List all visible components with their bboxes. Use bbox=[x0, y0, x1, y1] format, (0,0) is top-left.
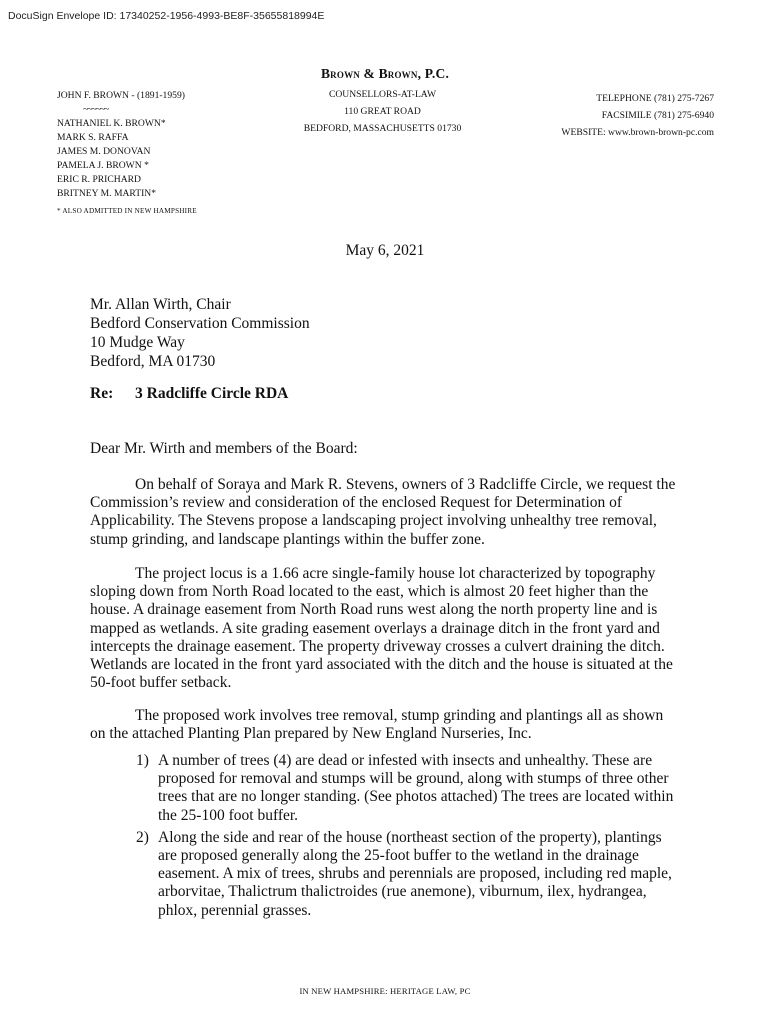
website: WEBSITE: www.brown-brown-pc.com bbox=[561, 127, 714, 138]
admission-note: * ALSO ADMITTED IN NEW HAMPSHIRE bbox=[57, 207, 197, 215]
body-paragraph: On behalf of Soraya and Mark R. Stevens, owners of 3 Radcliffe Circle, we request the Commission’s review and consideration of the enclosed Request for Determination of Applicability. The Stevens propose a landscaping project involving unhealthy tree removal, stump grinding, and landscape plantings within the buffer zone. bbox=[90, 476, 676, 548]
attorney-name: MARK S. RAFFA bbox=[57, 132, 129, 143]
salutation: Dear Mr. Wirth and members of the Board: bbox=[90, 440, 358, 457]
recipient-line: Mr. Allan Wirth, Chair bbox=[90, 296, 231, 313]
letter-date: May 6, 2021 bbox=[345, 242, 425, 259]
address-line: BEDFORD, MASSACHUSETTS 01730 bbox=[303, 123, 462, 134]
body-paragraph: The project locus is a 1.66 acre single-family house lot characterized by topography sloping down from North Road located to the east, which is almost 20 feet higher than the house. A drainage easement from North Road runs west along the north property line and is mapped as wetlands. A site grading easement overlays a drainage ditch in the front yard and intercepts the drainage easement. The property driveway crosses a culvert draining the ditch. Wetlands are located in the front yard associated with the ditch and the house is situated at the 50-foot buffer setback. bbox=[90, 565, 673, 692]
subject-line bbox=[90, 385, 288, 403]
list-item bbox=[136, 829, 676, 920]
firm-name: Brown & Brown, P.C. bbox=[320, 66, 450, 81]
attorney-name: ERIC R. PRICHARD bbox=[57, 174, 141, 185]
firm-contact bbox=[561, 90, 714, 141]
attorney-name: BRITNEY M. MARTIN* bbox=[57, 188, 157, 199]
separator: ~~~~~~ bbox=[83, 104, 109, 115]
telephone: TELEPHONE (781) 275-7267 bbox=[596, 93, 714, 104]
subject-text: 3 Radcliffe Circle RDA bbox=[135, 385, 289, 402]
recipient-line: Bedford Conservation Commission bbox=[90, 315, 310, 332]
page-footer: IN NEW HAMPSHIRE: HERITAGE LAW, PC bbox=[299, 986, 471, 996]
body-paragraph: The proposed work involves tree removal, stump grinding and plantings all as shown on the attached Planting Plan prepared by New England Nurseries, Inc. bbox=[90, 707, 664, 743]
list-item bbox=[136, 752, 676, 825]
recipient-line: Bedford, MA 01730 bbox=[90, 353, 216, 370]
attorney-list bbox=[57, 89, 197, 218]
recipient-line: 10 Mudge Way bbox=[90, 334, 185, 351]
attorney-name: JAMES M. DONOVAN bbox=[57, 146, 151, 157]
list-item-text: A number of trees (4) are dead or infested with insects and unhealthy. These are proposed for removal and stumps will be ground, along with stumps of three other trees that are no longer standing. (See photos attached) The trees are located within the 25-100 foot buffer. bbox=[158, 752, 674, 824]
firm-address bbox=[260, 86, 505, 137]
list-item-number: 1) bbox=[136, 752, 149, 769]
work-item-list bbox=[136, 752, 676, 924]
address-line: COUNSELLORS-AT-LAW bbox=[328, 89, 437, 100]
docusign-envelope-id: DocuSign Envelope ID: 17340252-1956-4993-BE8F-35655818994E bbox=[8, 10, 325, 22]
founder: JOHN F. BROWN - (1891-1959) bbox=[57, 90, 185, 101]
list-item-number: 2) bbox=[136, 828, 149, 846]
attorney-name: NATHANIEL K. BROWN* bbox=[57, 118, 166, 129]
recipient-address bbox=[90, 295, 310, 371]
subject-label: Re: bbox=[90, 385, 114, 402]
list-item-text: Along the side and rear of the house (northeast section of the property), plantings are proposed generally along the 25-foot buffer to the wetland in the drainage easement. A mix of trees, shrubs and perennials are proposed, including red maple, arborvitae, Thalictrum thalictroides (rue anemone), viburnum, ilex, hydrangea, phlox, perennial grasses. bbox=[158, 828, 672, 919]
attorney-name: PAMELA J. BROWN * bbox=[57, 160, 149, 171]
facsimile: FACSIMILE (781) 275-6940 bbox=[601, 110, 714, 121]
address-line: 110 GREAT ROAD bbox=[344, 106, 421, 117]
